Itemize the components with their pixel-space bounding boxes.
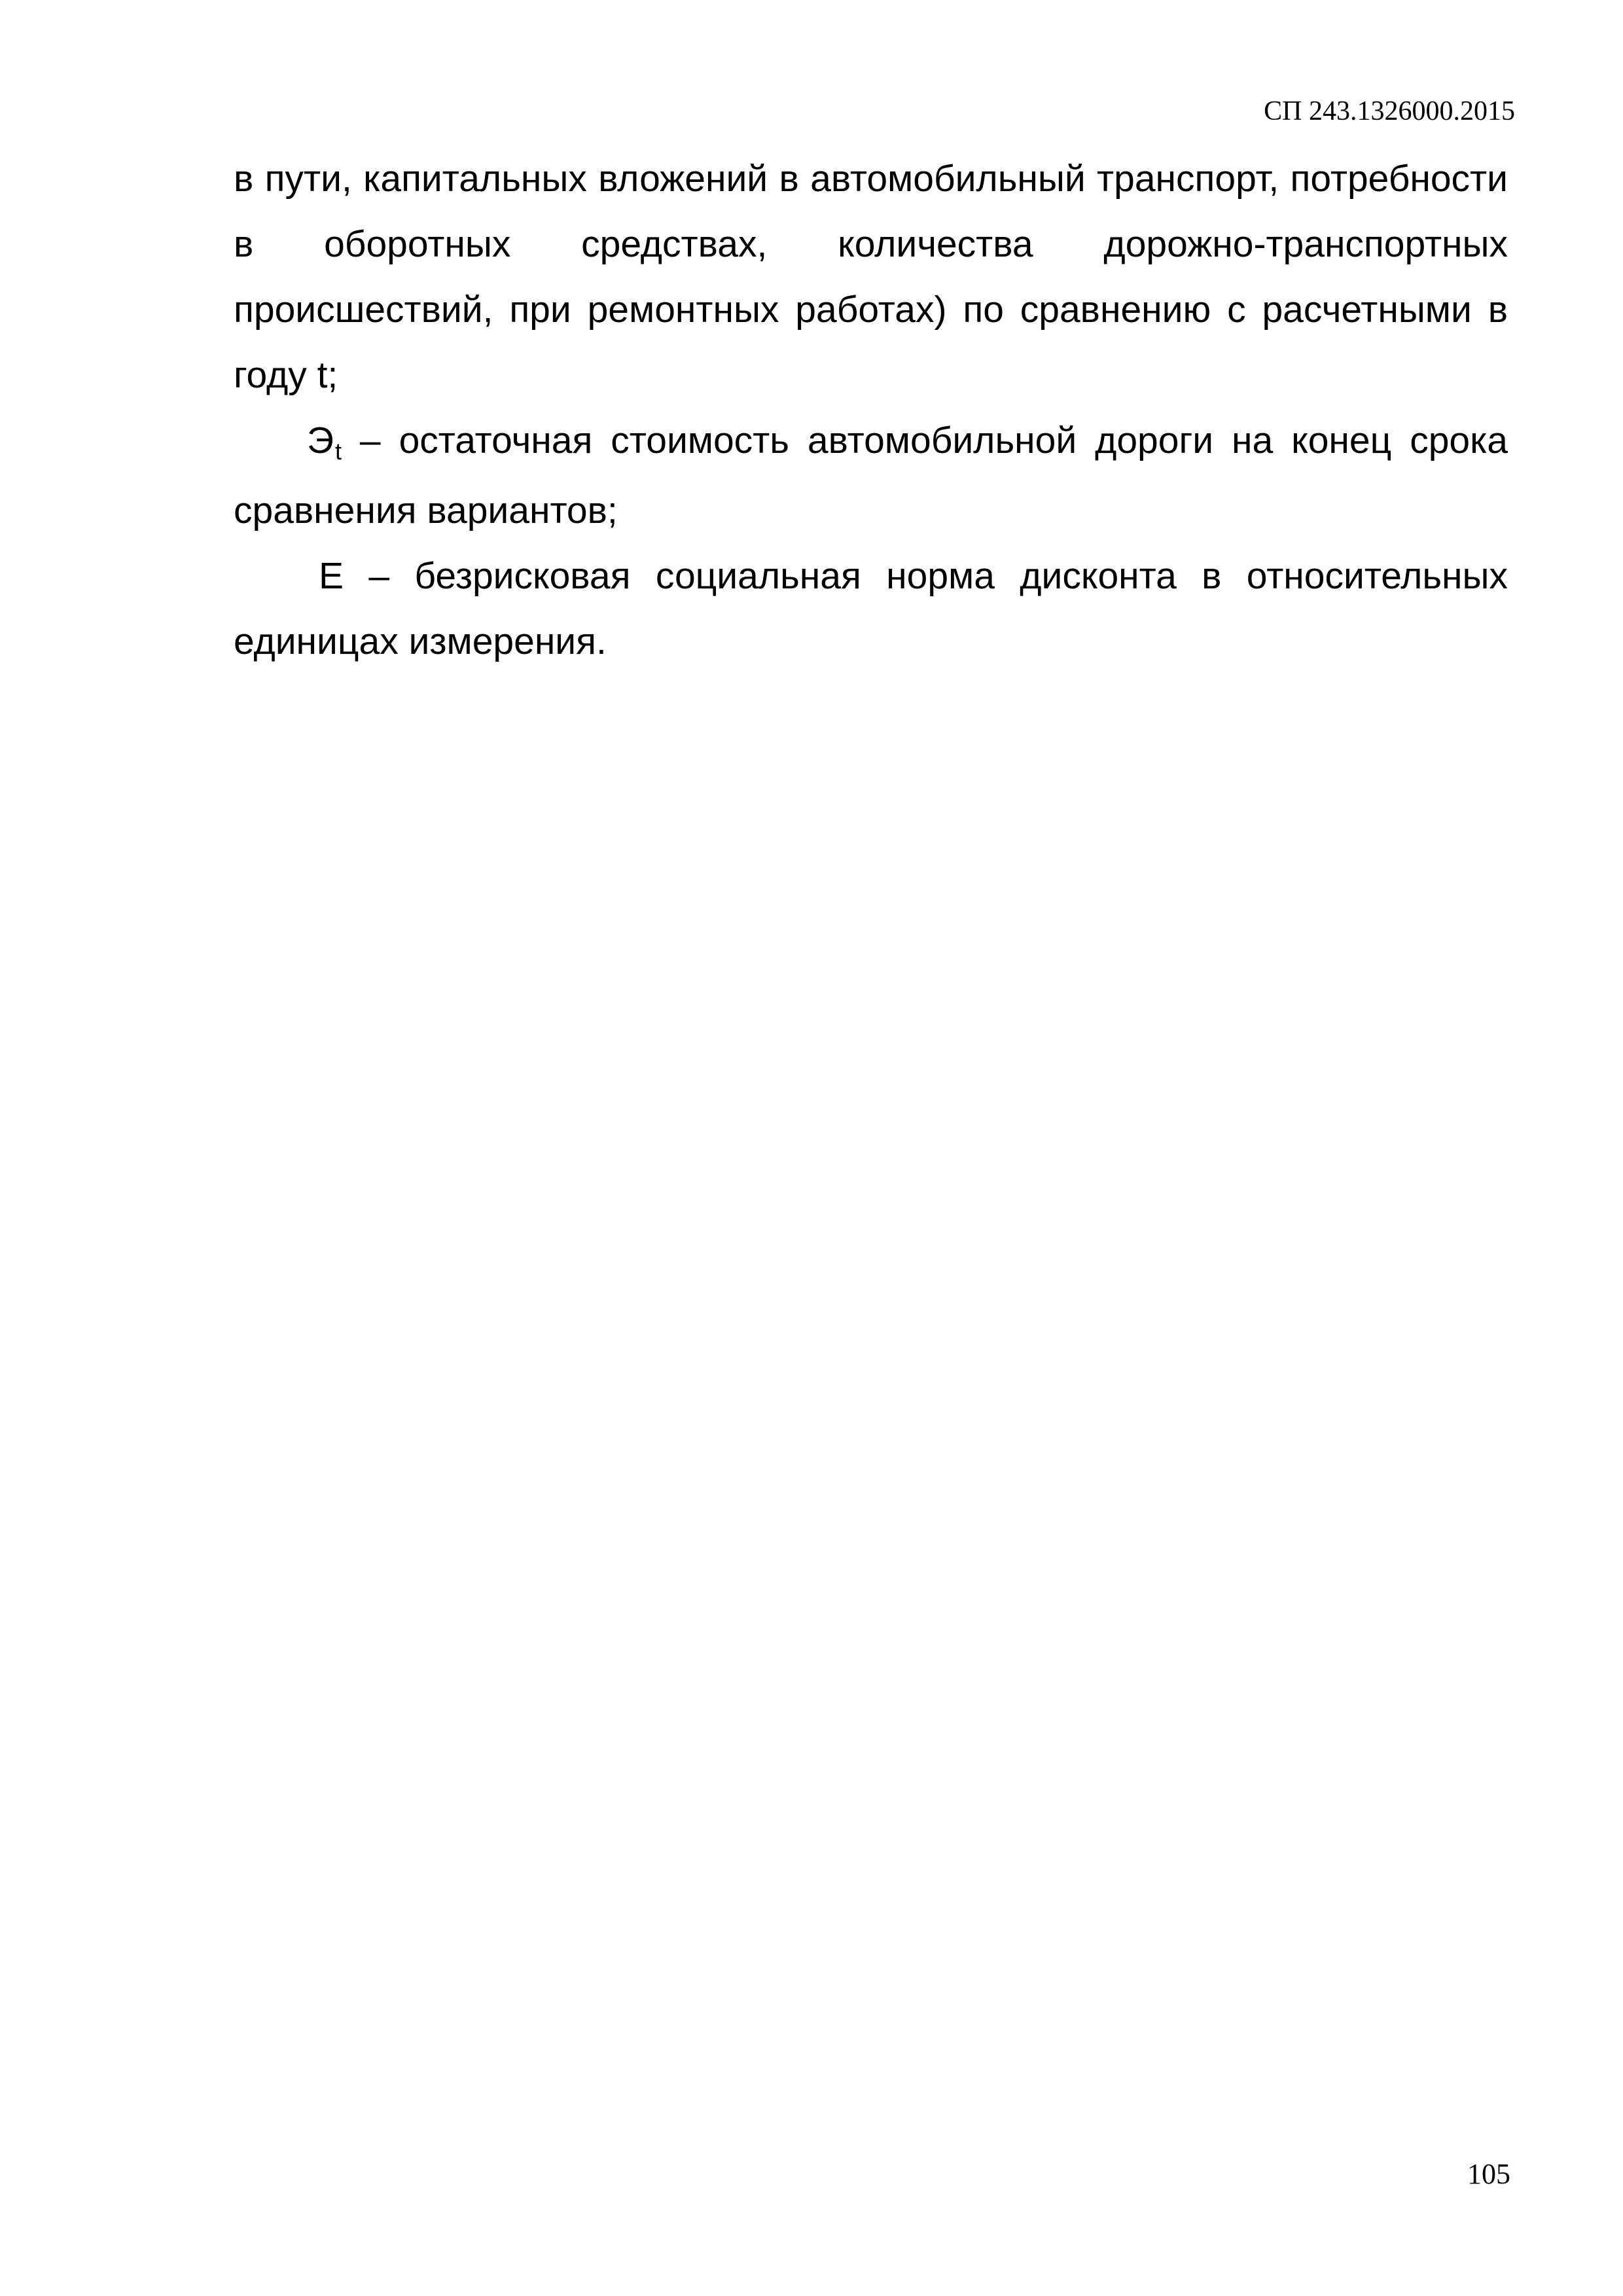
symbol-residual-value: Э: [307, 420, 334, 461]
paragraph-residual-value-definition: [234, 408, 1508, 543]
paragraph-continuation: в пути, капитальных вложений в автомобильный транспорт, потребности в оборотных средствах, количества дорожно-транспортных происшествий, при ремонтных работах) по сравнению с расчетными в году t;: [234, 158, 1508, 396]
page-number: 105: [1467, 2158, 1510, 2190]
document-code: СП 243.1326000.2015: [1264, 96, 1515, 126]
body-text: [234, 146, 1508, 674]
definition-text: – остаточная стоимость автомобильной дороги на конец срока сравнения вариантов;: [234, 420, 1508, 531]
symbol-subscript: t: [334, 438, 342, 465]
paragraph-discount-rate-definition: Е – безрисковая социальная норма дисконта в относительных единицах измерения.: [234, 555, 1508, 662]
